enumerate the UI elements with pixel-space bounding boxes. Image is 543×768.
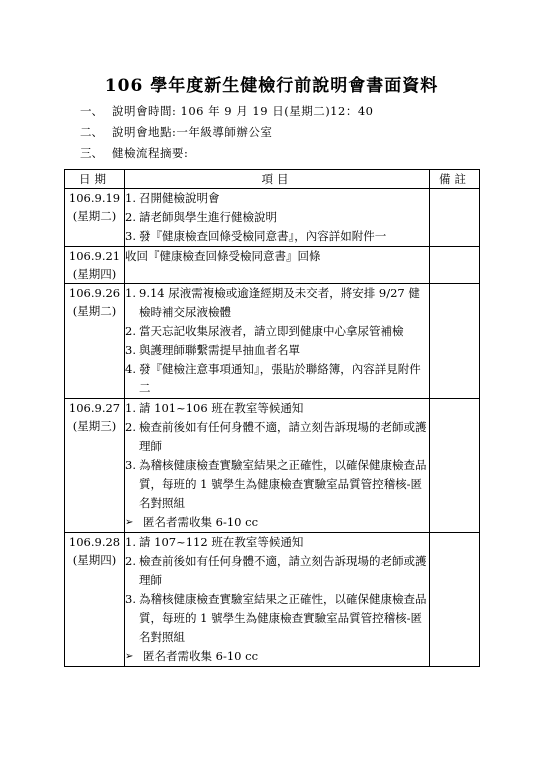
note-cell xyxy=(430,189,480,247)
info-number: 三、 xyxy=(80,146,103,160)
table-row xyxy=(65,284,480,399)
info-line-time xyxy=(80,103,373,119)
items-cell xyxy=(125,284,430,399)
table-row xyxy=(65,399,480,533)
item-number: 2. xyxy=(125,324,136,338)
header-items: 項目 xyxy=(125,170,430,189)
header-date: 日期 xyxy=(65,170,125,189)
info-number: 二、 xyxy=(80,125,103,139)
date-cell xyxy=(65,284,125,399)
date-text: 106.9.21 xyxy=(68,249,121,263)
list-item xyxy=(125,322,429,341)
items-cell xyxy=(125,533,430,667)
list-item xyxy=(125,513,429,532)
list-item xyxy=(125,590,429,647)
date-cell xyxy=(65,533,125,667)
info-text: 說明會時間: 106 年 9 月 19 日(星期二)12：40 xyxy=(112,104,374,118)
item-text: 為稽核健康檢查實驗室結果之正確性，以確保健康檢查品質，每班的 1 號學生為健康檢查實驗室品質管控稽核-匿名對照組 xyxy=(139,458,427,510)
item-text: 為稽核健康檢查實驗室結果之正確性，以確保健康檢查品質，每班的 1 號學生為健康檢查實驗室品質管控稽核-匿名對照組 xyxy=(139,592,427,644)
table-header-row xyxy=(65,170,480,189)
note-cell xyxy=(430,399,480,533)
item-text: 9.14 尿液需複檢或逾逢經期及未交者，將安排 9/27 健檢時補交尿液檢體 xyxy=(139,286,420,319)
schedule-table xyxy=(64,169,480,667)
item-text: 檢查前後如有任何身體不適，請立刻告訴現場的老師或護理師 xyxy=(139,554,427,587)
item-text: 發『健檢注意事項通知』，張貼於聯絡簿，內容詳見附件二 xyxy=(139,362,421,395)
item-number: 3. xyxy=(125,229,136,243)
weekday-text: (星期二) xyxy=(72,209,117,223)
item-text: 收回『健康檢查回條受檢同意書』回條 xyxy=(125,249,321,263)
item-number: 2. xyxy=(125,210,136,224)
note-cell xyxy=(430,247,480,284)
item-text: 與護理師聯繫需提早抽血者名單 xyxy=(139,343,300,357)
items-cell xyxy=(125,399,430,533)
info-text: 說明會地點:一年級導師辦公室 xyxy=(112,125,273,139)
list-item xyxy=(125,360,429,398)
weekday-text: (星期四) xyxy=(72,553,117,567)
table-row xyxy=(65,247,480,284)
items-cell xyxy=(125,189,430,247)
header-note: 備註 xyxy=(430,170,480,189)
items-cell xyxy=(125,247,430,284)
list-item xyxy=(125,456,429,513)
info-line-location xyxy=(80,124,272,140)
info-line-summary xyxy=(80,145,188,161)
document-title: 106 學年度新生健檢行前說明會書面資料 xyxy=(104,76,439,96)
list-item xyxy=(125,418,429,456)
item-text: 匿名者需收集 6-10 cc xyxy=(143,649,259,663)
arrow-bullet-icon: ➢ xyxy=(125,517,134,528)
list-item xyxy=(125,647,429,666)
item-number: 2. xyxy=(125,420,136,434)
note-cell xyxy=(430,533,480,667)
item-text: 請 107~112 班在教室等候通知 xyxy=(139,535,304,549)
note-cell xyxy=(430,284,480,399)
item-text: 請 101~106 班在教室等候通知 xyxy=(139,401,304,415)
weekday-text: (星期二) xyxy=(72,304,117,318)
weekday-text: (星期三) xyxy=(72,419,117,433)
item-number: 2. xyxy=(125,554,136,568)
date-text: 106.9.19 xyxy=(68,191,121,205)
item-number: 1. xyxy=(125,535,136,549)
item-number: 3. xyxy=(125,592,136,606)
item-number: 3. xyxy=(125,458,136,472)
item-number: 1. xyxy=(125,401,136,415)
item-number: 3. xyxy=(125,343,136,357)
info-number: 一、 xyxy=(80,104,103,118)
table-row xyxy=(65,533,480,667)
item-text: 發『健康檢查回條受檢同意書』，內容詳如附件一 xyxy=(139,229,387,243)
date-cell xyxy=(65,247,125,284)
list-item xyxy=(125,284,429,322)
list-item xyxy=(125,533,429,552)
info-text: 健檢流程摘要: xyxy=(112,146,189,160)
date-cell xyxy=(65,189,125,247)
list-item xyxy=(125,208,429,227)
date-cell xyxy=(65,399,125,533)
date-text: 106.9.27 xyxy=(68,401,121,415)
list-item xyxy=(125,552,429,590)
date-text: 106.9.26 xyxy=(68,286,121,300)
item-text: 當天忘記收集尿液者，請立即到健康中心拿尿管補檢 xyxy=(139,324,404,338)
list-item xyxy=(125,247,429,266)
item-number: 1. xyxy=(125,286,136,300)
table-row xyxy=(65,189,480,247)
item-number: 1. xyxy=(125,191,136,205)
item-text: 匿名者需收集 6-10 cc xyxy=(143,515,259,529)
item-number: 4. xyxy=(125,362,136,376)
item-text: 召開健檢說明會 xyxy=(139,191,220,205)
list-item xyxy=(125,227,429,246)
list-item xyxy=(125,341,429,360)
weekday-text: (星期四) xyxy=(72,267,117,281)
item-text: 請老師與學生進行健檢說明 xyxy=(139,210,277,224)
list-item xyxy=(125,189,429,208)
item-text: 檢查前後如有任何身體不適，請立刻告訴現場的老師或護理師 xyxy=(139,420,427,453)
list-item xyxy=(125,399,429,418)
arrow-bullet-icon: ➢ xyxy=(125,651,134,662)
date-text: 106.9.28 xyxy=(68,535,121,549)
